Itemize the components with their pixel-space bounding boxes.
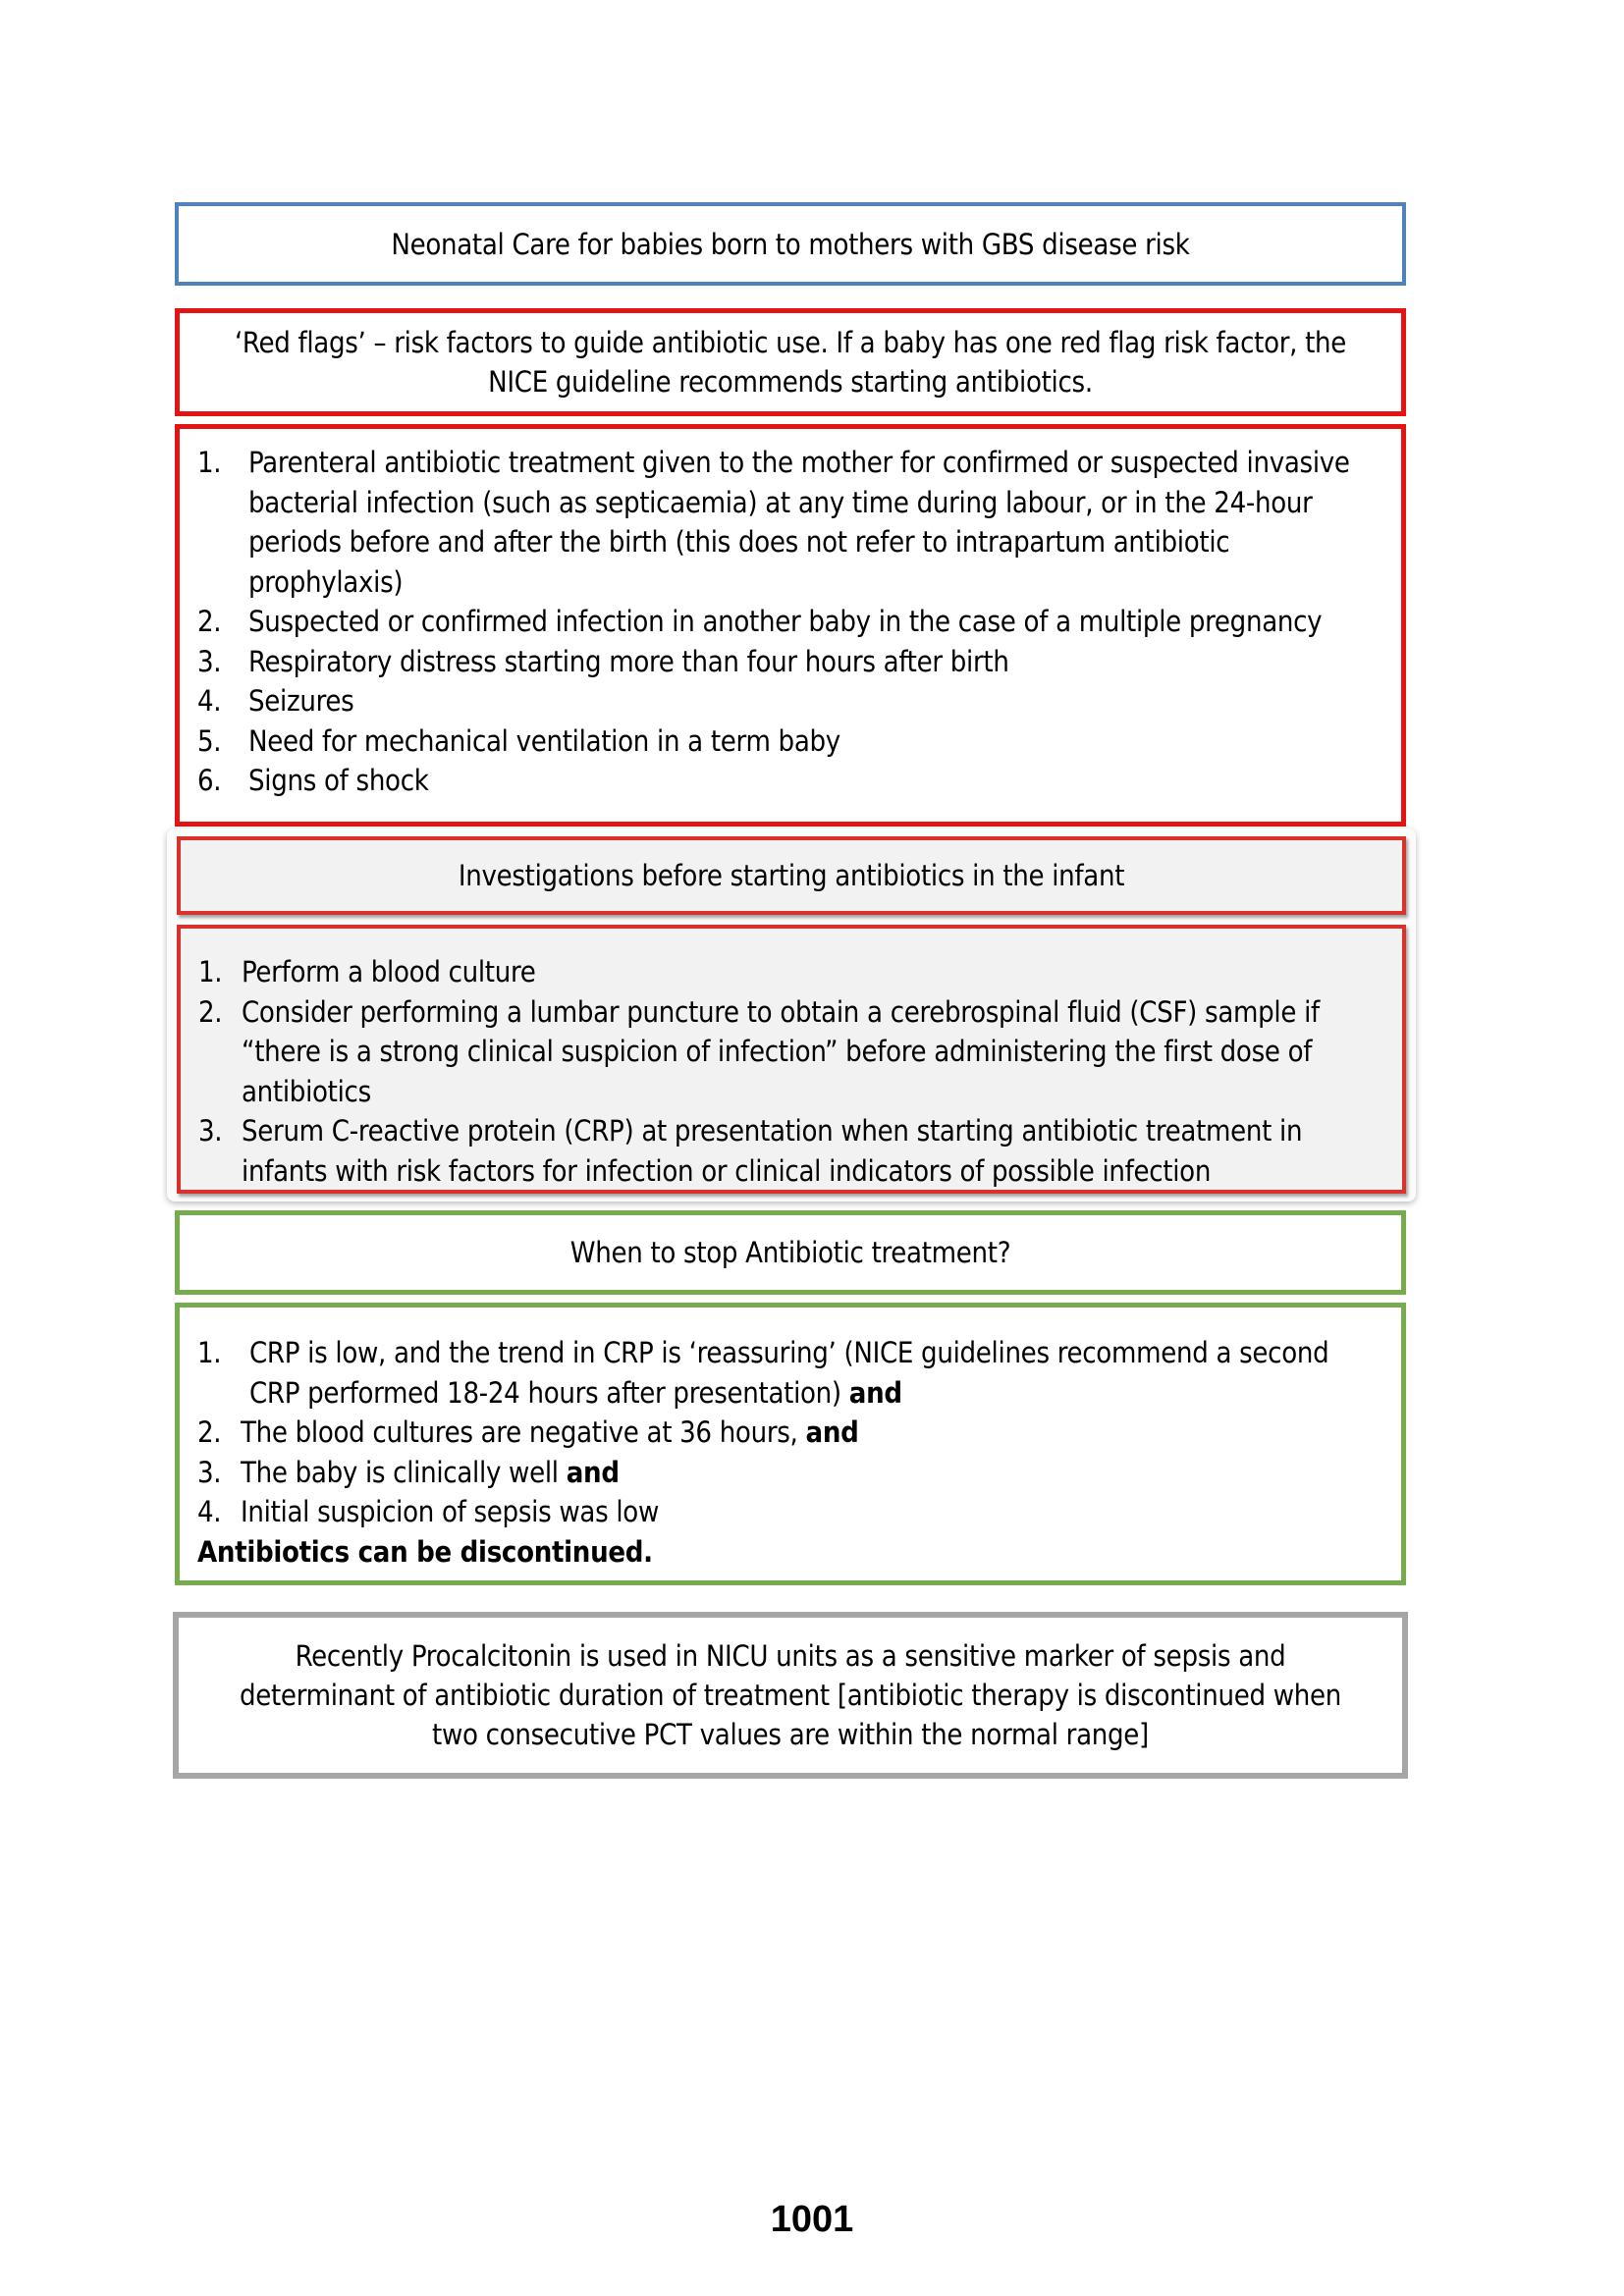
item-number: 1. bbox=[198, 955, 223, 988]
investigations-heading-box bbox=[177, 836, 1406, 915]
item-number: 5. bbox=[197, 723, 222, 758]
item-text: Seizures bbox=[248, 684, 354, 718]
list-item bbox=[197, 761, 1378, 801]
item-emphasis: and bbox=[848, 1375, 902, 1410]
item-text: Perform a blood culture bbox=[242, 955, 536, 988]
red-flags-intro-box bbox=[175, 308, 1406, 416]
list-item bbox=[197, 721, 1378, 762]
item-text: Consider performing a lumbar puncture to obtain a cerebrospinal fluid (CSF) sample if “there is a strong clinical suspicion of infection” before administering the first dose of antibiotics bbox=[242, 994, 1320, 1108]
investigations-heading: Investigations before starting antibiotics in the infant bbox=[458, 859, 1125, 892]
list-item bbox=[197, 1453, 1381, 1493]
list-item bbox=[198, 992, 1382, 1112]
list-item bbox=[197, 443, 1378, 602]
procalcitonin-note-box bbox=[173, 1612, 1408, 1779]
item-text: Serum C-reactive protein (CRP) at presentation when starting antibiotic treatment in infants with risk factors for infection or clinical indicators of possible infection bbox=[242, 1114, 1303, 1188]
title-box bbox=[175, 202, 1406, 286]
item-number: 2. bbox=[198, 994, 223, 1029]
list-item bbox=[197, 1492, 1381, 1532]
list-item bbox=[197, 1413, 1381, 1453]
list-item bbox=[197, 1333, 1381, 1413]
red-flags-list-box bbox=[175, 424, 1406, 827]
investigations-list bbox=[198, 952, 1382, 1191]
stop-treatment-heading-box bbox=[175, 1210, 1406, 1295]
item-number: 3. bbox=[197, 644, 222, 678]
item-number: 1. bbox=[197, 446, 222, 479]
page-title: Neonatal Care for babies born to mothers with GBS disease risk bbox=[391, 227, 1190, 261]
list-item bbox=[197, 602, 1378, 642]
item-text: CRP is low, and the trend in CRP is ‘reassuring’ (NICE guidelines recommend a second CRP performed 18-24 hours after presentation) bbox=[249, 1336, 1329, 1410]
red-flags-intro: ‘Red flags’ – risk factors to guide antibiotic use. If a baby has one red flag risk factor, the NICE guideline recommends starting antibiotics. bbox=[234, 326, 1347, 399]
list-item bbox=[198, 1111, 1382, 1191]
item-number: 4. bbox=[197, 684, 222, 718]
item-text: The baby is clinically well bbox=[241, 1455, 559, 1489]
item-number: 3. bbox=[197, 1455, 222, 1489]
stop-treatment-conclusion: Antibiotics can be discontinued. bbox=[197, 1534, 653, 1569]
item-text: Parenteral antibiotic treatment given to the mother for confirmed or suspected invasive bacterial infection (such as septicaemia) at any time during labour, or in the 24-hour periods before and after the birth (this does not refer to intrapartum antibiotic prophylaxis) bbox=[248, 446, 1350, 599]
page-number: 1001 bbox=[770, 2199, 854, 2240]
item-text: Suspected or confirmed infection in another baby in the case of a multiple pregnancy bbox=[248, 605, 1323, 638]
item-number: 2. bbox=[197, 1415, 222, 1449]
item-text: Signs of shock bbox=[248, 764, 429, 797]
stop-treatment-heading: When to stop Antibiotic treatment? bbox=[569, 1236, 1011, 1269]
item-number: 3. bbox=[198, 1114, 223, 1148]
item-text: Need for mechanical ventilation in a term baby bbox=[248, 723, 840, 758]
item-text: Respiratory distress starting more than four hours after birth bbox=[248, 644, 1009, 678]
stop-treatment-list bbox=[197, 1333, 1381, 1532]
item-number: 6. bbox=[197, 764, 222, 797]
item-number: 2. bbox=[197, 605, 222, 638]
item-emphasis: and bbox=[805, 1415, 859, 1449]
investigations-list-box bbox=[177, 925, 1406, 1194]
item-number: 4. bbox=[197, 1495, 222, 1528]
item-text: Initial suspicion of sepsis was low bbox=[241, 1495, 660, 1528]
item-number: 1. bbox=[197, 1336, 222, 1369]
list-item bbox=[198, 952, 1382, 992]
stop-treatment-list-box bbox=[175, 1303, 1406, 1585]
item-emphasis: and bbox=[566, 1455, 620, 1489]
procalcitonin-note: Recently Procalcitonin is used in NICU units as a sensitive marker of sepsis and determinant of antibiotic duration of treatment [antibiotic therapy is discontinued when two consecutive PCT values are within the normal range] bbox=[239, 1639, 1342, 1751]
list-item bbox=[197, 642, 1378, 682]
item-text: The blood cultures are negative at 36 hours, bbox=[241, 1415, 798, 1449]
list-item bbox=[197, 681, 1378, 721]
red-flags-list bbox=[197, 443, 1378, 801]
